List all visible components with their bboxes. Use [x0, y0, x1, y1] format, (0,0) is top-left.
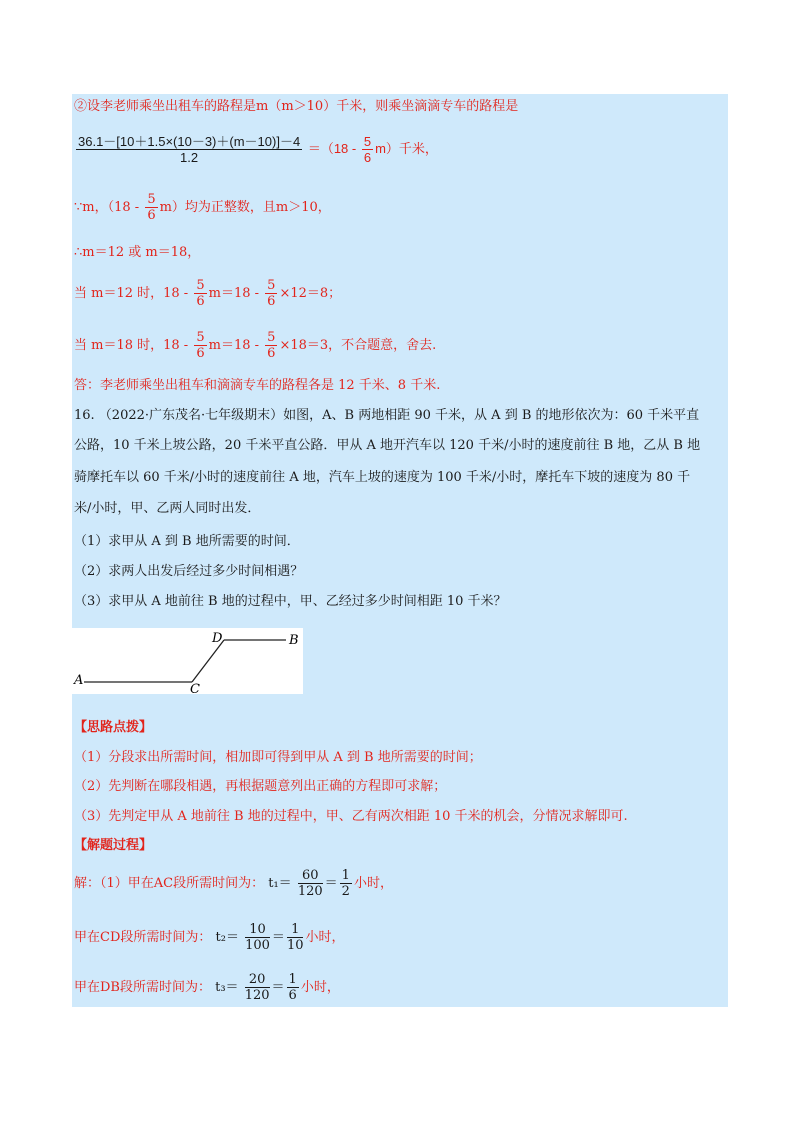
question-2: （2）求两人出发后经过多少时间相遇？ — [74, 564, 304, 579]
fraction-numerator: 5 — [267, 278, 276, 293]
hint-1: （1）分段求出所需时间，相加即可得到甲从 A 到 B 地所需要的时间； — [74, 750, 482, 765]
solution-line-3: 甲在DB段所需时间为： t₃＝ $\frac{20}{120}$ ＝ $\frac{1}{6}$ 小时， — [74, 972, 340, 1003]
fraction-denominator: 6 — [196, 346, 205, 361]
text-line — [74, 330, 436, 361]
problem-line: 骑摩托车以 60 千米/小时的速度前往 A 地，汽车上坡的速度为 100 千米/小时，摩托车下坡的速度为 80 千 — [74, 470, 691, 485]
fraction-denominator: 120 — [297, 884, 323, 899]
fraction-numerator: 60 — [298, 868, 323, 884]
text-segment: 小时， — [300, 980, 340, 995]
fraction-denominator: 6 — [267, 294, 276, 309]
road-figure — [72, 628, 303, 694]
answer-line: 答：李老师乘坐出租车和滴滴专车的路程各是 12 千米、8 千米. — [74, 378, 441, 393]
fraction-denominator: 6 — [196, 294, 205, 309]
fraction-numerator: 5 — [147, 192, 156, 207]
fraction-numerator: 5 — [196, 330, 205, 345]
text-segment: 解：（1）甲在AC段所需时间为： — [74, 876, 265, 891]
fraction-denominator: 2 — [341, 884, 350, 899]
text-segment: m＝18 - — [208, 338, 260, 353]
solution-line-2: 甲在CD段所需时间为： t₂＝ $\frac{10}{100}$ ＝ $\frac{1}{10}$ 小时， — [74, 922, 345, 953]
fraction-numerator: 5 — [267, 330, 276, 345]
question-1: （1）求甲从 A 到 B 地所需要的时间． — [74, 534, 300, 549]
solution-line-1: 解：（1）甲在AC段所需时间为： t₁＝ $\frac{60}{120}$ ＝ $\frac{1}{2}$ 小时， — [74, 868, 393, 899]
equation-tail: ＝（18 - — [307, 140, 357, 156]
text-segment: 甲在CD段所需时间为： — [74, 930, 212, 945]
fraction-denominator: 10 — [286, 938, 304, 953]
solution-title: 【解题过程】 — [74, 838, 153, 853]
text-line — [74, 278, 341, 309]
fraction-denominator: 120 — [244, 988, 270, 1003]
problem-line: 16. （2022·广东茂名·七年级期末）如图，A、B 两地相距 90 千米，从 A 到 B 的地形依次为：60 千米平直 — [74, 408, 700, 423]
fraction-denominator: 6 — [288, 988, 297, 1003]
fraction-numerator: 5 — [196, 278, 205, 293]
problem-line: 公路，10 千米上坡公路，20 千米平直公路．甲从 A 地开汽车以 120 千米/小时的速度前往 B 地，乙从 B 地 — [74, 438, 701, 453]
text-line: ②设李老师乘坐出租车的路程是m（m＞10）千米，则乘坐滴滴专车的路程是 — [74, 99, 519, 114]
fraction-numerator: 10 — [245, 922, 270, 938]
fraction-denominator: 6 — [147, 208, 156, 223]
text-segment: ×12＝8； — [279, 286, 342, 301]
label-c: C — [190, 682, 200, 694]
hints-title: 【思路点拨】 — [74, 720, 153, 735]
fraction-denominator: 6 — [267, 346, 276, 361]
variable: t₂＝ — [215, 930, 239, 945]
text-segment: 当 m＝18 时，18 - — [74, 338, 189, 353]
text-segment: 当 m＝12 时，18 - — [74, 286, 189, 301]
segment-cd — [192, 640, 224, 682]
text-segment: 小时， — [305, 930, 345, 945]
problem-line: 米/小时，甲、乙两人同时出发． — [74, 501, 261, 516]
fraction-numerator: 1 — [341, 868, 350, 883]
fraction-denominator: 6 — [363, 150, 372, 165]
fraction-denominator: 100 — [245, 938, 270, 953]
fraction-numerator: 1 — [287, 922, 304, 938]
text-line: ∴m＝12 或 m＝18， — [74, 245, 201, 260]
text-segment: m）均为正整数，且m＞10， — [159, 200, 331, 215]
text-segment: 甲在DB段所需时间为： — [74, 980, 211, 995]
text-line — [74, 192, 331, 223]
hint-3: （3）先判定甲从 A 地前往 B 地的过程中，甲、乙有两次相距 10 千米的机会，分情况求解即可. — [74, 809, 628, 824]
label-b: B — [289, 633, 299, 648]
road-diagram — [72, 628, 303, 694]
question-3: （3）求甲从 A 地前往 B 地的过程中，甲、乙经过多少时间相距 10 千米？ — [74, 594, 507, 609]
text-segment: m＝18 - — [208, 286, 260, 301]
label-a: A — [74, 673, 84, 688]
equation-tail: m）千米， — [375, 140, 438, 156]
hint-2: （2）先判断在哪段相遇，再根据题意列出正确的方程即可求解； — [74, 779, 447, 794]
fraction-denominator: 1.2 — [180, 150, 199, 165]
label-d: D — [212, 631, 223, 646]
fraction-numerator: 1 — [288, 972, 297, 987]
text-segment: ∵m，（18 - — [74, 200, 140, 215]
fraction-numerator: 20 — [245, 972, 270, 988]
fraction-numerator: 36.1－[10＋1.5×(10－3)＋(m－10)]－4 — [78, 134, 301, 149]
text-segment: ×18＝3，不合题意，舍去. — [279, 338, 437, 353]
fraction-numerator: 5 — [363, 134, 372, 149]
text-segment: 小时， — [353, 876, 393, 891]
fraction-equation — [74, 134, 438, 165]
variable: t₁＝ — [268, 876, 292, 891]
variable: t₃＝ — [215, 980, 239, 995]
